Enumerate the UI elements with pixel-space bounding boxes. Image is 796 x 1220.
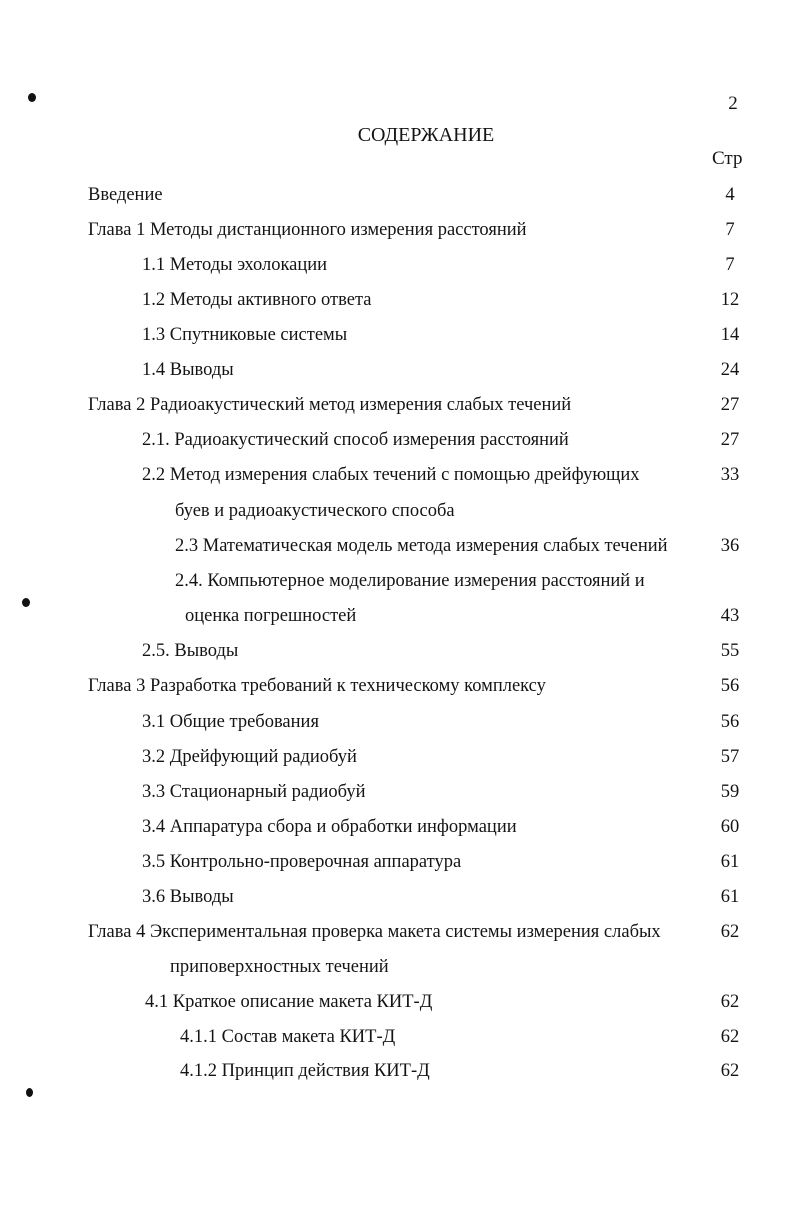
toc-page-number: 27 xyxy=(720,395,740,415)
toc-page-number: 7 xyxy=(725,220,735,240)
toc-page-number: 27 xyxy=(720,430,740,450)
toc-entry-section-1-2: 1.2 Методы активного ответа xyxy=(142,290,372,310)
toc-entry-section-1-4: 1.4 Выводы xyxy=(142,360,234,380)
toc-page-number: 62 xyxy=(720,1061,740,1081)
scan-speck-bottom xyxy=(26,1088,33,1097)
toc-entry-section-2-2: 2.2 Метод измерения слабых течений с помощью дрейфующих xyxy=(142,465,640,485)
toc-entry-continuation: оценка погрешностей xyxy=(185,606,357,626)
toc-entry-section-1-1: 1.1 Методы эхолокации xyxy=(142,255,328,275)
toc-page-number: 60 xyxy=(720,817,740,837)
toc-page-number: 55 xyxy=(720,641,740,661)
toc-page-number: 62 xyxy=(720,992,740,1012)
toc-page-number: 62 xyxy=(720,922,740,942)
toc-entry-section-3-4: 3.4 Аппаратура сбора и обработки информации xyxy=(142,817,517,837)
toc-page-number: 62 xyxy=(720,1027,740,1047)
toc-entry-section-4-1: 4.1 Краткое описание макета КИТ-Д xyxy=(145,992,433,1012)
toc-entry-section-2-3: 2.3 Математическая модель метода измерения слабых течений xyxy=(175,536,668,556)
toc-page-number: 59 xyxy=(720,782,740,802)
toc-entry-section-4-1-1: 4.1.1 Состав макета КИТ-Д xyxy=(180,1027,396,1047)
toc-entry-section-3-2: 3.2 Дрейфующий радиобуй xyxy=(142,747,357,767)
toc-entry-chapter-2: Глава 2 Радиоакустический метод измерения слабых течений xyxy=(88,395,572,415)
toc-entry-section-3-6: 3.6 Выводы xyxy=(142,887,234,907)
toc-entry-chapter-1: Глава 1 Методы дистанционного измерения расстояний xyxy=(88,220,527,240)
page-number: 2 xyxy=(728,93,738,114)
toc-page-number: 56 xyxy=(720,712,740,732)
toc-page-number: 61 xyxy=(720,852,740,872)
toc-entry-section-2-1: 2.1. Радиоакустический способ измерения расстояний xyxy=(142,430,569,450)
toc-entry-section-2-4: 2.4. Компьютерное моделирование измерения расстояний и xyxy=(175,571,645,591)
toc-page-number: 57 xyxy=(720,747,740,767)
toc-entry-continuation: буев и радиоакустического способа xyxy=(175,501,455,521)
toc-entry-section-3-1: 3.1 Общие требования xyxy=(142,712,319,732)
page-column-header: Стр xyxy=(712,148,743,169)
toc-entry-introduction: Введение xyxy=(88,185,163,205)
toc-entry-chapter-4: Глава 4 Экспериментальная проверка макета системы измерения слабых xyxy=(88,922,661,942)
toc-entry-section-3-3: 3.3 Стационарный радиобуй xyxy=(142,782,366,802)
toc-entry-section-1-3: 1.3 Спутниковые системы xyxy=(142,325,348,345)
toc-page-number: 7 xyxy=(725,255,735,275)
toc-entry-section-4-1-2: 4.1.2 Принцип действия КИТ-Д xyxy=(180,1061,430,1081)
toc-page-number: 61 xyxy=(720,887,740,907)
toc-page-number: 43 xyxy=(720,606,740,626)
toc-entry-section-3-5: 3.5 Контрольно-проверочная аппаратура xyxy=(142,852,462,872)
toc-entry-continuation: приповерхностных течений xyxy=(170,957,389,977)
toc-entry-chapter-3: Глава 3 Разработка требований к техническому комплексу xyxy=(88,676,546,696)
toc-page-number: 14 xyxy=(720,325,740,345)
toc-page-number: 4 xyxy=(725,185,735,205)
toc-page-number: 36 xyxy=(720,536,740,556)
toc-entry-section-2-5: 2.5. Выводы xyxy=(142,641,239,661)
scan-speck-top xyxy=(28,93,36,102)
toc-page-number: 33 xyxy=(720,465,740,485)
toc-page-number: 56 xyxy=(720,676,740,696)
scan-speck-middle xyxy=(22,598,30,607)
page-title: СОДЕРЖАНИЕ xyxy=(357,124,495,146)
toc-page-number: 24 xyxy=(720,360,740,380)
toc-page-number: 12 xyxy=(720,290,740,310)
